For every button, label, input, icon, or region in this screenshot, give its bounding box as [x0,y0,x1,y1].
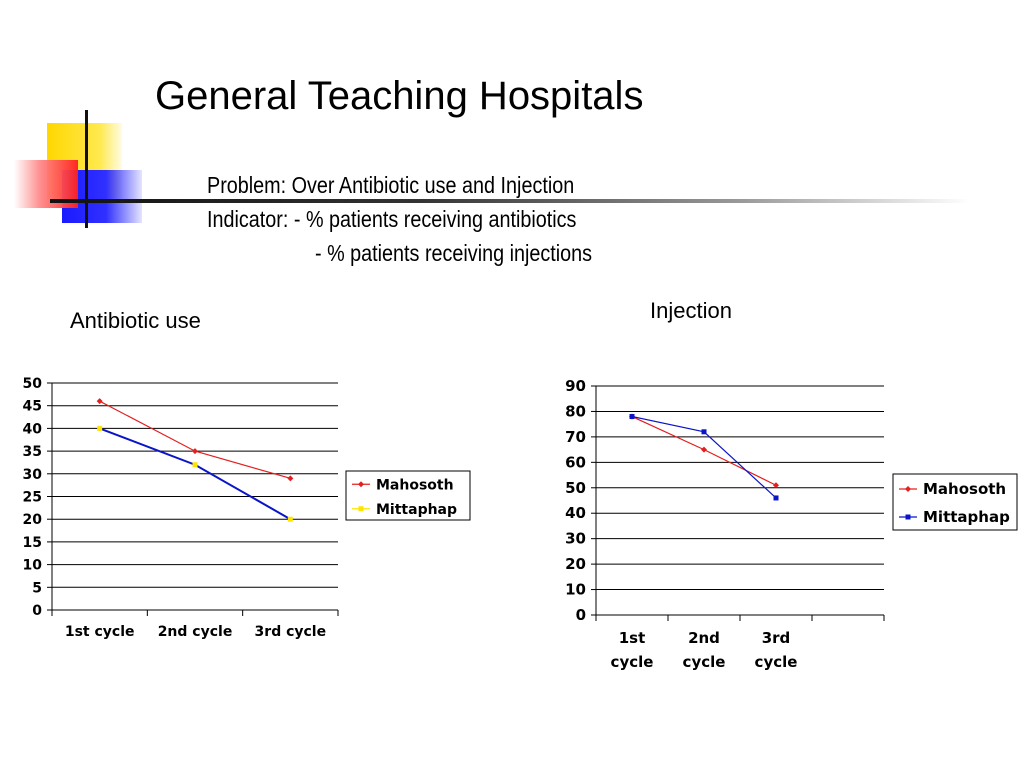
antibiotic-y-tick-label: 50 [22,376,42,392]
page-title: General Teaching Hospitals [155,74,644,118]
injection-y-tick-label: 80 [565,402,586,421]
injection-y-tick-label: 20 [565,555,586,574]
antibiotic-point-mahosoth [97,398,103,404]
injection-series-line-mittaphap [632,417,776,498]
antibiotic-point-mittaphap [193,462,198,467]
antibiotic-legend-label-mittaphap: Mittaphap [376,501,458,518]
antibiotic-x-tick-label: 3rd cycle [254,624,327,640]
antibiotic-y-tick-label: 35 [22,444,42,461]
injection-legend-label-mahosoth: Mahosoth [923,480,1007,498]
injection-point-mittaphap [774,495,779,500]
antibiotic-legend-marker-mittaphap [359,506,364,511]
injection-y-tick-label: 40 [565,504,586,523]
antibiotic-y-tick-label: 15 [22,534,42,551]
injection-y-tick-label: 90 [565,377,586,395]
injection-point-mittaphap [702,429,707,434]
antibiotic-point-mittaphap [288,517,293,522]
antibiotic-legend-label-mahosoth: Mahosoth [376,477,454,494]
antibiotic-y-tick-label: 10 [22,557,42,574]
injection-point-mahosoth [701,447,707,453]
indicator-text: Indicator: - % patients receiving antibiotics [207,206,577,232]
antibiotic-y-tick-label: 20 [22,512,42,529]
antibiotic-y-tick-label: 5 [32,580,42,597]
injection-y-tick-label: 10 [565,580,586,599]
antibiotic-y-tick-label: 25 [22,489,42,506]
injection-y-tick-label: 60 [565,453,586,472]
injection-point-mittaphap [630,414,635,419]
injection-y-tick-label: 70 [565,427,586,446]
injection-legend-label-mittaphap: Mittaphap [923,508,1010,526]
antibiotic-point-mittaphap [97,426,102,431]
problem-text: Problem: Over Antibiotic use and Injection [207,172,575,198]
injection-y-tick-label: 50 [565,478,586,497]
injection-x-tick-label: 3rd cycle [754,629,798,671]
injection-x-tick-label: 1st cycle [610,629,654,671]
injection-y-tick-label: 30 [565,529,586,548]
indicator-text-continued: - % patients receiving injections [315,240,593,266]
antibiotic-point-mahosoth [287,475,293,481]
antibiotic-x-tick-label: 2nd cycle [157,624,233,640]
chart-title-antibiotic: Antibiotic use [70,308,201,333]
injection-y-tick-label: 0 [575,606,586,624]
injection-x-tick-label: 2nd cycle [682,629,726,671]
injection-legend-marker-mittaphap [906,515,911,520]
antibiotic-y-tick-label: 40 [22,421,42,438]
antibiotic-y-tick-label: 30 [22,466,42,483]
antibiotic-y-tick-label: 45 [22,398,42,415]
antibiotic-x-tick-label: 1st cycle [64,624,135,640]
antibiotic-y-tick-label: 0 [32,603,42,619]
antibiotic-point-mahosoth [192,448,198,454]
chart-title-injection: Injection [650,298,732,323]
